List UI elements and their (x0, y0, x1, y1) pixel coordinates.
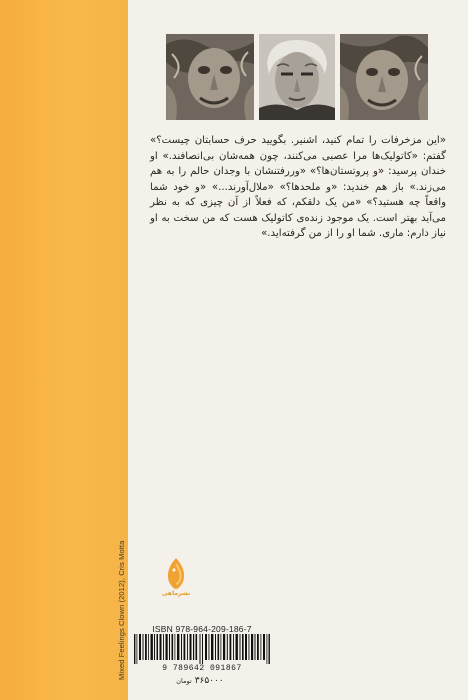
photo-strip (166, 34, 428, 120)
barcode-image (132, 634, 272, 664)
book-spine (0, 0, 128, 700)
barcode-digits: 9 789642 091867 (162, 664, 242, 673)
blurb-paragraph: «این مزخرفات را تمام کنید، اشنیر. بگویید حرف حسابتان چیست؟» گفتم: «کاتولیک‌ها مرا عصبی می‌کنند، چون همه‌شان بی‌انصافند.» او خندان پرسید: «و پروتستان‌ها؟» «وررفتنشان با وجدان حالم را به هم می‌زند.» باز هم خندید: «و ملحدها؟» «ملال‌آورند...» «و خود شما واقعاً چه هستید؟» «من یک دلقکم، که فعلاً از آن چیزی که به نظر می‌آید بهتر است. یک موجود زنده‌ی کاتولیک هست که من سخت به او نیاز دارم: ماری. شما او را از من گرفته‌اید.» (150, 135, 446, 239)
publisher-logo (161, 556, 191, 604)
fish-logo-icon (161, 556, 191, 590)
carved-mask-image-right (340, 34, 428, 120)
price-value: ۳۶۵۰۰۰ (194, 676, 224, 686)
carved-mask-image-left (166, 34, 254, 120)
price-currency: تومان (176, 677, 192, 685)
back-cover-blurb (150, 133, 446, 242)
price-label (150, 676, 250, 686)
author-portrait-photo (259, 34, 335, 120)
isbn-label: ISBN 978-964-209-186-7 (152, 624, 252, 634)
publisher-name: نشرماهی (161, 590, 191, 597)
cover-art-credit: Mixed Feelings Clown (2012), Cris Motta (117, 540, 126, 680)
